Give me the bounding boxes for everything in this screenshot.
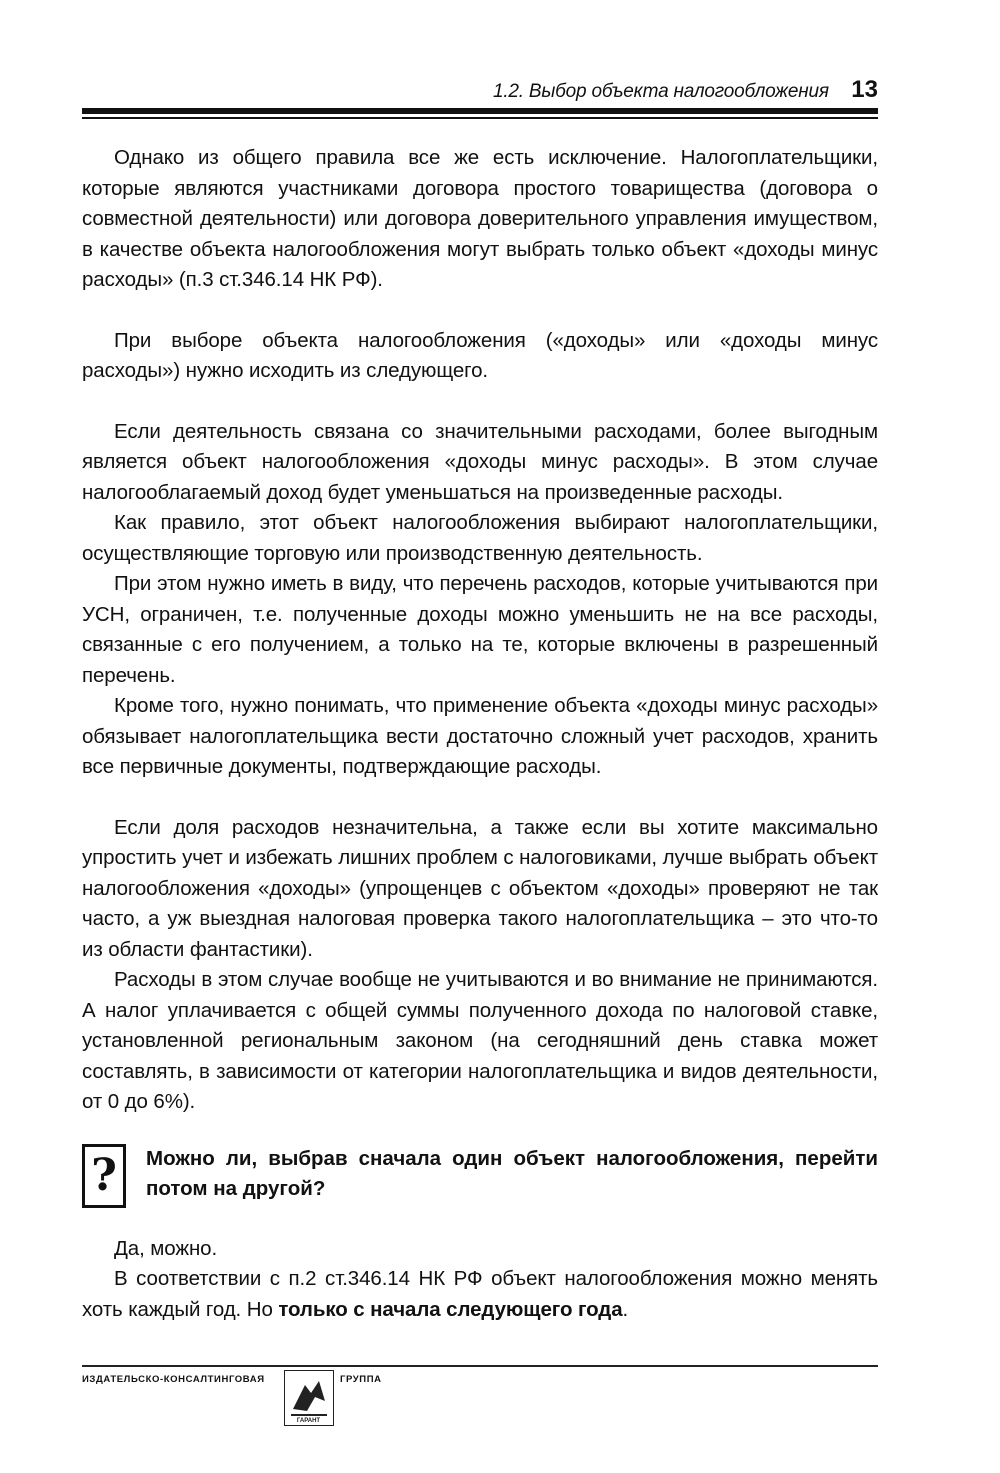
answer-short: Да, можно.: [114, 1236, 218, 1260]
paragraph: Если деятельность связана со значительными расходами, более выгодным является объект налогообложения «доходы минус расходы». В этом случае налогооблагаемый доход будет уменьшаться на произведенные расходы.: [82, 419, 878, 504]
header-rule-thin: [82, 117, 878, 119]
question-text: Можно ли, выбрав сначала один объект налогообложения, перейти потом на другой?: [146, 1146, 878, 1200]
answer-detail: [82, 1264, 878, 1325]
running-header: [82, 76, 878, 106]
page-body: [82, 143, 878, 1325]
footer-rule: [82, 1365, 878, 1367]
paragraph: Как правило, этот объект налогообложения выбирают налогоплательщики, осуществляющие торговую или производственную деятельность.: [82, 511, 878, 565]
paragraph: При этом нужно иметь в виду, что перечень расходов, которые учитываются при УСН, ограничен, т.е. полученные доходы можно уменьшить не на все расходы, связанные с его получением, а только на те, которые включены в разрешенный перечень.: [82, 572, 878, 687]
answer-block: [82, 1234, 878, 1326]
question-mark-icon: ?: [82, 1144, 126, 1208]
paragraph: Кроме того, нужно понимать, что применение объекта «доходы минус расходы» обязывает налогоплательщика вести достаточно сложный учет расходов, хранить все первичные документы, подтверждающие расходы.: [82, 694, 878, 778]
section-title: 1.2. Выбор объекта налогообложения: [492, 81, 829, 102]
answer-detail-end: .: [622, 1297, 629, 1321]
question-block: [82, 1144, 878, 1216]
publisher-name-right: ГРУППА: [340, 1374, 382, 1385]
publisher-logo: [284, 1370, 334, 1426]
paragraph: Расходы в этом случае вообще не учитываются и во внимание не принимаются. А налог уплачивается с общей суммы полученного дохода по налоговой ставке, установленной региональным законом (на сегодняшний день ставка может составлять, в зависимости от категории налогоплательщика и видов деятельности, от 0 до 6%).: [82, 968, 878, 1113]
publisher-name-left: ИЗДАТЕЛЬСКО-КОНСАЛТИНГОВАЯ: [82, 1374, 265, 1385]
header-rule-thick: [82, 108, 878, 114]
paragraph: Однако из общего правила все же есть исключение. Налогоплательщики, которые являются участниками договора простого товарищества (договора о совместной деятельности) или договора доверительного управления имуществом, в качестве объекта налогообложения могут выбрать только объект «доходы минус расходы» (п.3 ст.346.14 НК РФ).: [82, 146, 878, 291]
paragraph: При выборе объекта налогообложения («доходы» или «доходы минус расходы») нужно исходить из следующего.: [82, 328, 878, 382]
page-footer: [82, 1362, 878, 1442]
logo-label: ГАРАНТ: [296, 1418, 321, 1424]
answer-detail-start: В соответствии с п.2 ст.346.14 НК РФ объект налогообложения можно менять хоть каждый год. Но: [82, 1267, 878, 1321]
publisher-logo-icon: [285, 1371, 332, 1424]
answer-detail-bold: только с начала следующего года: [278, 1297, 623, 1321]
paragraph: Если доля расходов незначительна, а также если вы хотите максимально упростить учет и избежать лишних проблем с налоговиками, лучше выбрать объект налогообложения «доходы» (упрощенцев с объектом «доходы» проверяют не так часто, а уж выездная налоговая проверка такого налогоплательщика – это что-то из области фантастики).: [82, 815, 878, 961]
page-number: 13: [851, 76, 878, 103]
